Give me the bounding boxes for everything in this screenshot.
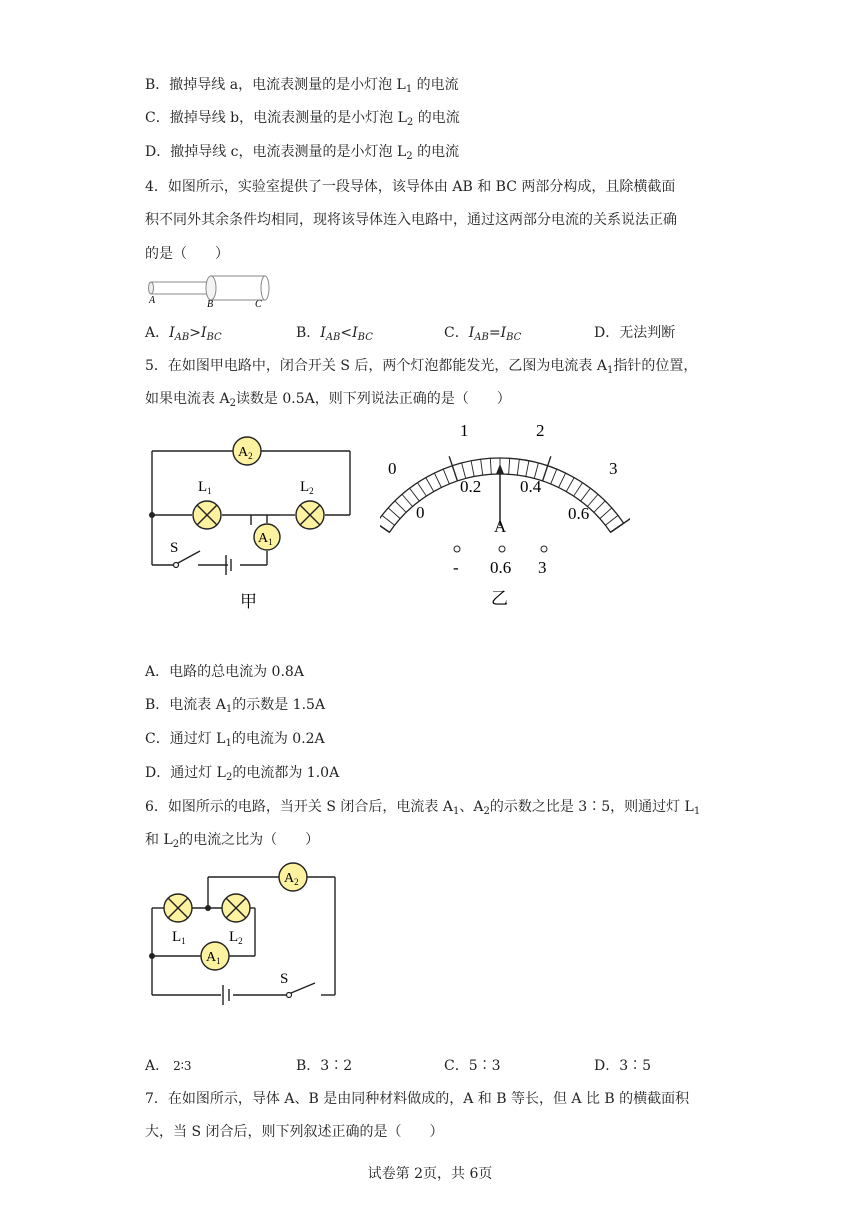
svg-text:A1: $A_1$: [258, 531, 273, 547]
terminal-minus: -: [453, 558, 459, 577]
q4-stem-line3: 的是（ ）: [145, 246, 229, 262]
meter-unit: A: [494, 517, 507, 536]
q4-option-d: D．无法判断: [594, 325, 676, 341]
q5-option-a: A．电路的总电流为 0.8A: [145, 664, 304, 680]
svg-text:A2: $A_2$: [284, 871, 299, 887]
q7-stem-line1: 7．在如图所示，导体 A、B 是由同种材料做成的，A 和 B 等长，但 A 比 B 的横截面积: [145, 1091, 690, 1107]
conductor-figure: [145, 272, 275, 316]
terminal-3: 3: [538, 558, 547, 577]
conductor-label-b: B: [207, 299, 214, 310]
q6-option-d: D．3∶5: [594, 1058, 652, 1074]
top-scale-3: 3: [609, 459, 618, 478]
bottom-scale-1: 0.2: [460, 477, 482, 496]
caption-yi: 乙: [491, 589, 508, 608]
q4-stem-line2: 积不同外其余条件均相同，现将该导体连入电路中，通过这两部分电流的关系说法正确: [145, 212, 677, 228]
bottom-scale-3: 0.6: [568, 504, 590, 523]
q6-stem-line1: 6．如图所示的电路，当开关 S 闭合后，电流表 $A_1$、$A_2$的示数之比是 3∶5，则通过灯 $L_1$: [145, 799, 701, 817]
caption-jia: 甲: [240, 592, 257, 611]
circuit-jia: [140, 425, 370, 619]
q6-option-a: A． 2∶3: [145, 1058, 192, 1074]
q7-stem-line2: 大，当 S 闭合后，则下列叙述正确的是（ ）: [145, 1124, 444, 1140]
q4-option-c: C．$I_{AB}=I_{BC}$: [444, 325, 522, 343]
top-scale-0: 0: [388, 459, 397, 478]
terminal-06: 0.6: [490, 558, 512, 577]
conductor-label-a: A: [149, 295, 156, 306]
svg-text:L2: $L_2$: [300, 479, 314, 496]
q6-stem-line2: 和 $L_2$的电流之比为（ ）: [145, 832, 320, 850]
svg-text:L1: $L_1$: [172, 929, 186, 946]
top-scale-2: 2: [536, 421, 545, 440]
svg-text:L1: $L_1$: [198, 479, 212, 496]
q3-option-b: B．撤掉导线 a，电流表测量的是小灯泡 $L_1$ 的电流: [145, 77, 459, 95]
q5-stem-line2: 如果电流表 $A_2$读数是 0.5A，则下列说法正确的是（ ）: [145, 391, 511, 409]
bottom-scale-2: 0.4: [520, 477, 542, 496]
svg-text:A1: $A_1$: [206, 950, 221, 966]
q3-option-c: C．撤掉导线 b，电流表测量的是小灯泡 $L_2$ 的电流: [145, 110, 460, 128]
q5-stem-line1: 5．在如图甲电路中，闭合开关 S 后，两个灯泡都能发光，乙图为电流表 $A_1$指针的位置，: [145, 358, 698, 376]
svg-text:A2: $A_2$: [238, 445, 253, 461]
q5-option-d: D．通过灯 $L_2$的电流都为 1.0A: [145, 765, 340, 783]
q4-option-a: A．$I_{AB}>I_{BC}$: [145, 325, 222, 343]
svg-text:S: S: [170, 540, 179, 556]
svg-text:L2: $L_2$: [229, 929, 243, 946]
page-footer: 试卷第 2页，共 6页: [367, 1166, 493, 1182]
ammeter-dial: [380, 418, 630, 612]
conductor-label-c: C: [255, 299, 262, 310]
bottom-scale-0: 0: [416, 503, 425, 522]
top-scale-1: 1: [460, 421, 469, 440]
q6-option-c: C．5∶3: [444, 1058, 501, 1074]
q4-option-b: B．$I_{AB}<I_{BC}$: [296, 325, 373, 343]
q5-option-b: B．电流表 $A_1$的示数是 1.5A: [145, 697, 326, 715]
q3-option-d: D．撤掉导线 c，电流表测量的是小灯泡 $L_2$ 的电流: [145, 144, 460, 162]
q6-option-b: B．3∶2: [296, 1058, 353, 1074]
circuit-q6: [145, 855, 345, 1009]
q5-option-c: C．通过灯 $L_1$的电流为 0.2A: [145, 731, 325, 749]
svg-text:S: S: [280, 971, 289, 987]
q4-stem-line1: 4．如图所示，实验室提供了一段导体，该导体由 AB 和 BC 两部分构成，且除横截面: [145, 179, 676, 195]
